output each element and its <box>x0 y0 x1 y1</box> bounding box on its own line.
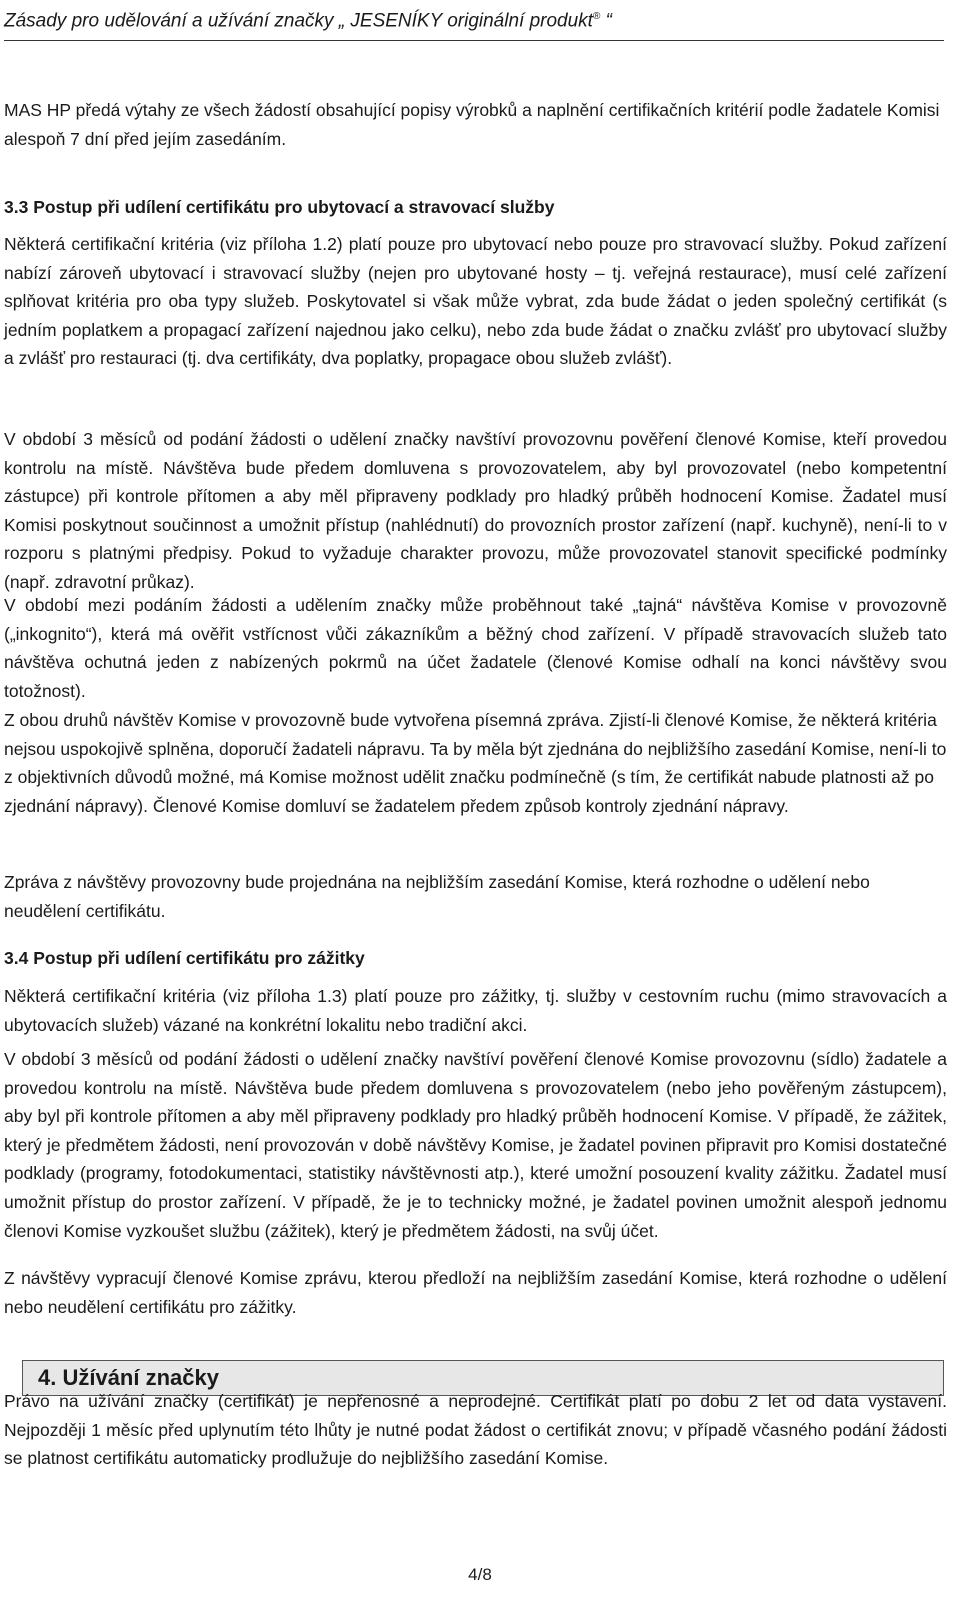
paragraph-3-4-report: Z návštěvy vypracují členové Komise zprávu, kterou předloží na nejbližším zasedání Komise, která rozhodne o udělení nebo neudělení certifikátu pro zážitky. <box>4 1268 947 1317</box>
header-title: Zásady pro udělování a užívání značky „ JESENÍKY originální produkt <box>4 10 593 32</box>
running-header <box>4 2 944 41</box>
section-4-heading: 4. Užívání značky <box>38 1365 219 1390</box>
page-number: 4/8 <box>468 1565 492 1584</box>
paragraph-3-3-decision: Zpráva z návštěvy provozovny bude projednána na nejbližším zasedání Komise, která rozhodne o udělení nebo neudělení certifikátu. <box>4 872 870 921</box>
heading-3-4: 3.4 Postup při udílení certifikátu pro zážitky <box>4 948 365 968</box>
paragraph-intro: MAS HP předá výtahy ze všech žádostí obsahující popisy výrobků a naplnění certifikačních kritérií podle žadatele Komisi alespoň 7 dní před jejím zasedáním. <box>4 100 940 149</box>
header-close-quote: “ <box>605 10 612 32</box>
paragraph-3-3-criteria: Některá certifikační kritéria (viz příloha 1.2) platí pouze pro ubytovací nebo pouze pro stravovací služby. Pokud zařízení nabízí zároveň ubytovací i stravovací služby (nejen pro ubytované hosty – tj. veřejná restaurace), musí celé zařízení splňovat kritéria pro oba typy služeb. Poskytovatel si však může vybrat, zda bude žádat o jeden společný certifikát (s jedním poplatkem a propagací zařízení najednou jako celku), nebo zda bude žádat o značku zvlášť pro ubytovací služby a zvlášť pro restauraci (tj. dva certifikáty, dva poplatky, propagace obou služeb zvlášť). <box>4 234 947 369</box>
paragraph-3-3-secret-visit: V období mezi podáním žádosti a udělením značky může proběhnout také „tajná“ návštěva Komise v provozovně („inkognito“), která má ověřit vstřícnost vůči zákazníkům a běžný chod zařízení. V případě stravovacích služeb tato návštěva ochutná jeden z nabízených pokrmů na účet žadatele (členové Komise odhalí na konci návštěvy svou totožnost). <box>4 595 947 701</box>
paragraph-3-3-report: Z obou druhů návštěv Komise v provozovně bude vytvořena písemná zpráva. Zjistí-li členové Komise, že některá kritéria nejsou uspokojivě splněna, doporučí žadateli nápravu. Ta by měla být zjednána do nejbližšího zasedání Komise, není-li to z objektivních důvodů možné, má Komise možnost udělit značku podmínečně (s tím, že certifikát nabude platnosti až po zjednání nápravy). Členové Komise domluví se žadatelem předem způsob kontroly zjednání nápravy. <box>4 710 947 816</box>
paragraph-3-4-criteria: Některá certifikační kritéria (viz příloha 1.3) platí pouze pro zážitky, tj. služby v cestovním ruchu (mimo stravovacích a ubytovacích služeb) vázané na konkrétní lokalitu nebo tradiční akci. <box>4 986 947 1035</box>
heading-3-3: 3.3 Postup při udílení certifikátu pro ubytovací a stravovací služby <box>4 197 555 217</box>
paragraph-3-4-visit: V období 3 měsíců od podání žádosti o udělení značky navštíví pověření členové Komise provozovnu (sídlo) žadatele a provedou kontrolu na místě. Návštěva bude předem domluvena s provozovatelem (nebo jeho pověřeným zástupcem), aby byl při kontrole přítomen a aby měl připraveny podklady pro hladký průběh hodnocení Komise. V případě, že zážitek, který je předmětem žádosti, není provozován v době návštěvy Komise, je žadatel povinen připravit pro Komisi dostatečné podklady (programy, fotodokumentaci, statistiky návštěvnosti atp.), které umožní posouzení kvality zážitku. Žadatel musí umožnit přístup do prostor zařízení. V případě, že je to technicky možné, je žadatel povinen umožnit alespoň jednomu členovi Komise vyzkoušet službu (zážitek), který je předmětem žádosti, na svůj účet. <box>4 1049 947 1241</box>
registered-mark: ® <box>592 11 601 22</box>
paragraph-3-3-visit: V období 3 měsíců od podání žádosti o udělení značky navštíví provozovnu pověření členové Komise, kteří provedou kontrolu na místě. Návštěva bude předem domluvena s provozovatelem, aby byl provozovatel (nebo kompetentní zástupce) při kontrole přítomen a aby měl připraveny podklady pro hladký průběh hodnocení Komise. Žadatel musí Komisi poskytnout součinnost a umožnit přístup (nahlédnutí) do provozních prostor zařízení (např. kuchyně), není-li to v rozporu s platnými předpisy. Pokud to vyžaduje charakter provozu, může provozovatel stanovit specifické podmínky (např. zdravotní průkaz). <box>4 429 947 592</box>
paragraph-4-usage: Právo na užívání značky (certifikát) je nepřenosné a neprodejné. Certifikát platí po dobu 2 let od data vystavení. Nejpozději 1 měsíc před uplynutím této lhůty je nutné podat žádost o certifikát znovu; v případě včasného podání žádosti se platnost certifikátu automaticky prodlužuje do nejbližšího zasedání Komise. <box>4 1391 947 1469</box>
